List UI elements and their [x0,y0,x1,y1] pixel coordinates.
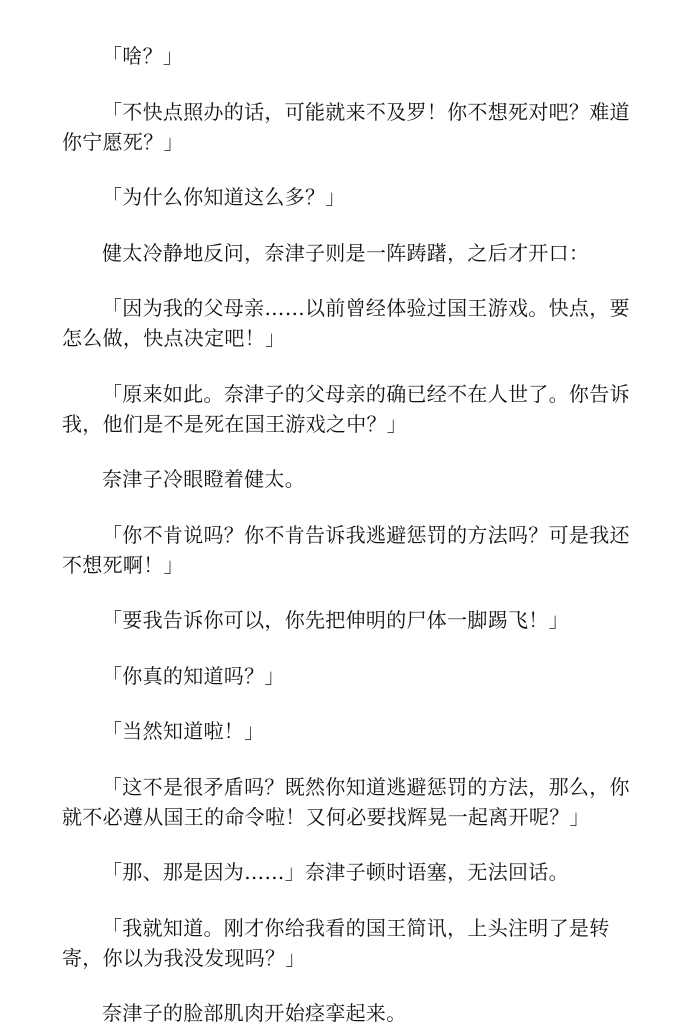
paragraph: 「要我告诉你可以，你先把伸明的尸体一脚踢飞！」 [102,608,569,632]
paragraph: 「那、那是因为……」奈津子顿时语塞，无法回话。 [102,860,569,884]
paragraph: 「我就知道。刚才你给我看的国王简讯，上头注明了是转寄，你以为我没发现吗？」 [62,915,610,970]
paragraph: 「因为我的父母亲……以前曾经体验过国王游戏。快点，要怎么做，快点决定吧！」 [62,296,630,350]
paragraph: 「你真的知道吗？」 [102,663,285,688]
paragraph: 「啥？」 [102,44,184,68]
paragraph: 「为什么你知道这么多？」 [102,185,346,209]
paragraph: 「这不是很矛盾吗？既然你知道逃避惩罚的方法，那么，你就不必遵从国王的命令啦！又何必要找辉晃一起离开呢？」 [62,774,630,829]
paragraph: 奈津子冷眼瞪着健太。 [102,467,305,491]
paragraph: 「原来如此。奈津子的父母亲的确已经不在人世了。你告诉我，他们是不是死在国王游戏之中？」 [62,381,630,436]
paragraph: 奈津子的脸部肌肉开始痉挛起来。 [102,1001,407,1025]
paragraph: 健太冷静地反问，奈津子则是一阵踌躇，之后才开口： [102,240,590,265]
paragraph: 「当然知道啦！」 [102,719,265,743]
paragraph: 「你不肯说吗？你不肯告诉我逃避惩罚的方法吗？可是我还不想死啊！」 [62,522,630,577]
paragraph: 「不快点照办的话，可能就来不及罗！你不想死对吧？难道你宁愿死？」 [62,99,630,154]
